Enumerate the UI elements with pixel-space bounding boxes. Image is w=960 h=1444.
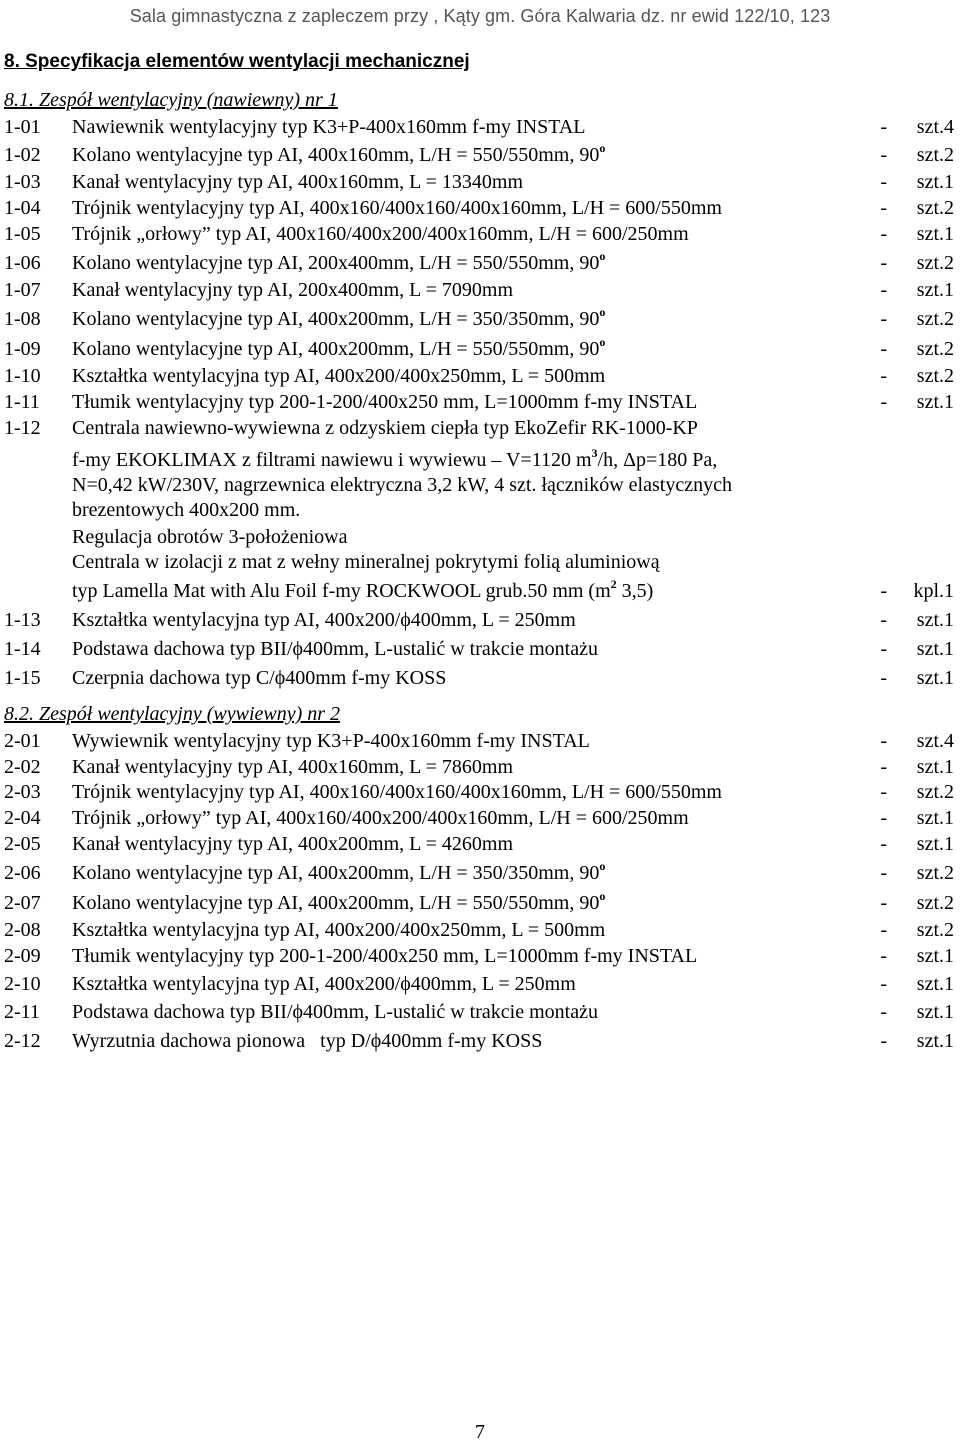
item-quantity: szt.1 (916, 609, 954, 631)
item-code: 2-11 (4, 1001, 40, 1023)
item-description: Centrala nawiewno-wywiewna z odzyskiem ciepła typ EkoZefir RK-1000-KP (72, 417, 698, 439)
central-description-line: brezentowych 400x200 mm. (72, 499, 301, 521)
item-code: 2-10 (4, 973, 41, 995)
item-description-text: Kolano wentylacyjne typ AI, 400x200mm, L/H = 550/550mm, 90 (72, 338, 600, 360)
item-description-text: Kolano wentylacyjne typ AI, 400x200mm, L/H = 550/550mm, 90 (72, 892, 600, 914)
item-description-text: Kolano wentylacyjne typ AI, 400x200mm, L/H = 350/350mm, 90 (72, 308, 600, 330)
item-dash: - (880, 1030, 887, 1052)
item-code: 2-07 (4, 892, 41, 914)
spec-row (0, 607, 960, 633)
item-description: Kształtka wentylacyjna typ AI, 400x200/ϕ400mm, L = 250mm (72, 609, 576, 631)
item-quantity: szt.1 (916, 973, 954, 995)
spec-row (0, 221, 960, 247)
item-code: 1-01 (4, 116, 41, 138)
item-quantity: szt.1 (916, 223, 954, 245)
item-code: 2-01 (4, 730, 41, 752)
item-code: 2-05 (4, 833, 41, 855)
central-description-line (72, 578, 653, 604)
page-header: Sala gimnastyczna z zapleczem przy , Kąty gm. Góra Kalwaria dz. nr ewid 122/10, 123 (129, 6, 831, 26)
item-dash: - (880, 223, 887, 245)
spec-row (0, 779, 960, 805)
item-code: 1-12 (4, 417, 41, 439)
item-description: Wywiewnik wentylacyjny typ K3+P-400x160mm f-my INSTAL (72, 730, 590, 752)
item-dash: - (880, 892, 887, 914)
item-description: Trójnik wentylacyjny typ AI, 400x160/400x160/400x160mm, L/H = 600/550mm (72, 781, 722, 803)
central-text: f-my EKOKLIMAX z filtrami nawiewu i wywiewu – V=1120 m (72, 449, 592, 471)
item-description: Tłumik wentylacyjny typ 200-1-200/400x250 mm, L=1000mm f-my INSTAL (72, 391, 698, 413)
item-dash: - (880, 116, 887, 138)
item-quantity: szt.1 (916, 1030, 954, 1052)
item-quantity: szt.1 (916, 833, 954, 855)
item-description: Podstawa dachowa typ BII/ϕ400mm, L-ustalić w trakcie montażu (72, 638, 598, 660)
item-quantity: szt.1 (916, 171, 954, 193)
degree-mark: o (599, 889, 606, 903)
item-dash: - (880, 781, 887, 803)
item-quantity: szt.1 (916, 1001, 954, 1023)
item-dash: - (880, 609, 887, 631)
item-dash: - (880, 862, 887, 884)
item-dash: - (880, 338, 887, 360)
item-code: 1-10 (4, 365, 41, 387)
spec-row (0, 665, 960, 691)
item-description (72, 250, 605, 276)
degree-mark: o (599, 859, 606, 873)
spec-row (0, 728, 960, 754)
item-code: 1-04 (4, 197, 41, 219)
item-description: Wyrzutnia dachowa pionowa typ D/ϕ400mm f-my KOSS (72, 1030, 543, 1052)
item-dash: - (880, 308, 887, 330)
item-code: 1-08 (4, 308, 41, 330)
item-dash: - (880, 807, 887, 829)
spec-row (0, 999, 960, 1025)
item-quantity: szt.1 (916, 945, 954, 967)
central-text: 3,5) (616, 580, 654, 602)
item-code: 1-13 (4, 609, 41, 631)
item-description: Czerpnia dachowa typ C/ϕ400mm f-my KOSS (72, 667, 447, 689)
item-description: Kształtka wentylacyjna typ AI, 400x200/400x250mm, L = 500mm (72, 919, 606, 941)
item-quantity: szt.2 (916, 781, 954, 803)
item-description: Kanał wentylacyjny typ AI, 400x160mm, L = 7860mm (72, 756, 514, 778)
item-quantity: szt.2 (916, 862, 954, 884)
item-dash: - (880, 252, 887, 274)
item-code: 2-09 (4, 945, 41, 967)
item-description: Kanał wentylacyjny typ AI, 200x400mm, L = 7090mm (72, 279, 514, 301)
item-description: Kanał wentylacyjny typ AI, 400x200mm, L = 4260mm (72, 833, 514, 855)
spec-row (0, 306, 960, 332)
item-code: 1-09 (4, 338, 41, 360)
item-code: 2-06 (4, 862, 41, 884)
square-mark: 2 (610, 577, 617, 591)
item-dash: - (880, 973, 887, 995)
section-title: 8.2. Zespół wentylacyjny (wywiewny) nr 2 (4, 703, 341, 725)
spec-row (0, 943, 960, 969)
central-description-line: Regulacja obrotów 3-położeniowa (72, 526, 348, 548)
item-quantity: szt.1 (916, 391, 954, 413)
item-quantity: szt.4 (916, 730, 954, 752)
item-dash: - (880, 580, 887, 602)
degree-mark: o (599, 249, 606, 263)
spec-row (0, 336, 960, 362)
item-dash: - (880, 919, 887, 941)
item-description: Podstawa dachowa typ BII/ϕ400mm, L-ustalić w trakcie montażu (72, 1001, 598, 1023)
central-text: /h, Δp=180 Pa, (597, 449, 718, 471)
item-code: 1-11 (4, 391, 40, 413)
item-description: Trójnik „orłowy” typ AI, 400x160/400x200/400x160mm, L/H = 600/250mm (72, 807, 689, 829)
item-quantity: kpl.1 (913, 580, 954, 602)
item-code: 1-07 (4, 279, 41, 301)
spec-row (0, 142, 960, 168)
item-quantity: szt.2 (916, 892, 954, 914)
spec-row (0, 195, 960, 221)
item-description: Trójnik wentylacyjny typ AI, 400x160/400x160/400x160mm, L/H = 600/550mm (72, 197, 722, 219)
item-dash: - (880, 667, 887, 689)
item-quantity: szt.2 (916, 144, 954, 166)
item-dash: - (880, 279, 887, 301)
item-dash: - (880, 730, 887, 752)
item-code: 1-15 (4, 667, 41, 689)
degree-mark: o (599, 335, 606, 349)
item-description (72, 336, 605, 362)
item-description (72, 860, 605, 886)
item-quantity: szt.2 (916, 308, 954, 330)
item-description: Nawiewnik wentylacyjny typ K3+P-400x160mm f-my INSTAL (72, 116, 586, 138)
item-quantity: szt.1 (916, 279, 954, 301)
item-code: 2-12 (4, 1030, 41, 1052)
item-dash: - (880, 171, 887, 193)
item-description-text: Kolano wentylacyjne typ AI, 400x200mm, L/H = 350/350mm, 90 (72, 862, 600, 884)
item-code: 2-03 (4, 781, 41, 803)
item-quantity: szt.2 (916, 919, 954, 941)
page-number: 7 (475, 1421, 485, 1443)
item-description-text: Kolano wentylacyjne typ AI, 400x160mm, L/H = 550/550mm, 90 (72, 144, 600, 166)
item-code: 1-05 (4, 223, 41, 245)
section-title: 8.1. Zespół wentylacyjny (nawiewny) nr 1 (4, 89, 338, 111)
item-dash: - (880, 197, 887, 219)
item-description: Kształtka wentylacyjna typ AI, 400x200/ϕ400mm, L = 250mm (72, 973, 576, 995)
central-description-line (72, 447, 717, 473)
item-quantity: szt.1 (916, 667, 954, 689)
item-code: 1-02 (4, 144, 41, 166)
central-text: typ Lamella Mat with Alu Foil f-my ROCKWOOL grub.50 mm (m (72, 580, 611, 602)
item-dash: - (880, 391, 887, 413)
spec-row (0, 636, 960, 662)
central-description-line: N=0,42 kW/230V, nagrzewnica elektryczna 3,2 kW, 4 szt. łączników elastycznych (72, 474, 732, 496)
cubic-mark: 3 (591, 446, 598, 460)
spec-row (0, 169, 960, 195)
item-quantity: szt.2 (916, 252, 954, 274)
spec-row (0, 363, 960, 389)
item-dash: - (880, 144, 887, 166)
item-description (72, 142, 605, 168)
degree-mark: o (599, 141, 606, 155)
item-description (72, 890, 605, 916)
item-code: 2-02 (4, 756, 41, 778)
spec-row (0, 250, 960, 276)
spec-row (0, 831, 960, 857)
spec-row (0, 389, 960, 415)
spec-row (0, 860, 960, 886)
item-dash: - (880, 756, 887, 778)
spec-row (0, 114, 960, 140)
spec-row (0, 890, 960, 916)
item-quantity: szt.2 (916, 197, 954, 219)
item-description: Tłumik wentylacyjny typ 200-1-200/400x250 mm, L=1000mm f-my INSTAL (72, 945, 698, 967)
item-code: 1-06 (4, 252, 41, 274)
spec-row (0, 917, 960, 943)
item-quantity: szt.1 (916, 807, 954, 829)
item-description-text: Kolano wentylacyjne typ AI, 200x400mm, L/H = 550/550mm, 90 (72, 252, 600, 274)
item-code: 1-03 (4, 171, 41, 193)
item-quantity: szt.1 (916, 756, 954, 778)
spec-row (0, 754, 960, 780)
item-dash: - (880, 365, 887, 387)
item-dash: - (880, 945, 887, 967)
item-description: Trójnik „orłowy” typ AI, 400x160/400x200/400x160mm, L/H = 600/250mm (72, 223, 689, 245)
item-dash: - (880, 1001, 887, 1023)
item-description: Kanał wentylacyjny typ AI, 400x160mm, L = 13340mm (72, 171, 524, 193)
item-dash: - (880, 638, 887, 660)
item-dash: - (880, 833, 887, 855)
central-description-line: Centrala w izolacji z mat z wełny mineralnej pokrytymi folią aluminiową (72, 551, 660, 573)
spec-row (0, 277, 960, 303)
item-description: Kształtka wentylacyjna typ AI, 400x200/400x250mm, L = 500mm (72, 365, 606, 387)
chapter-title: 8. Specyfikacja elementów wentylacji mechanicznej (4, 51, 470, 72)
spec-row (0, 805, 960, 831)
item-quantity: szt.2 (916, 338, 954, 360)
spec-row-central (0, 415, 960, 441)
degree-mark: o (599, 305, 606, 319)
item-quantity: szt.1 (916, 638, 954, 660)
item-code: 2-08 (4, 919, 41, 941)
item-description (72, 306, 605, 332)
spec-row (0, 971, 960, 997)
spec-row (0, 1028, 960, 1054)
spec-row (0, 578, 960, 604)
item-code: 1-14 (4, 638, 41, 660)
item-code: 2-04 (4, 807, 41, 829)
item-quantity: szt.2 (916, 365, 954, 387)
item-quantity: szt.4 (916, 116, 954, 138)
